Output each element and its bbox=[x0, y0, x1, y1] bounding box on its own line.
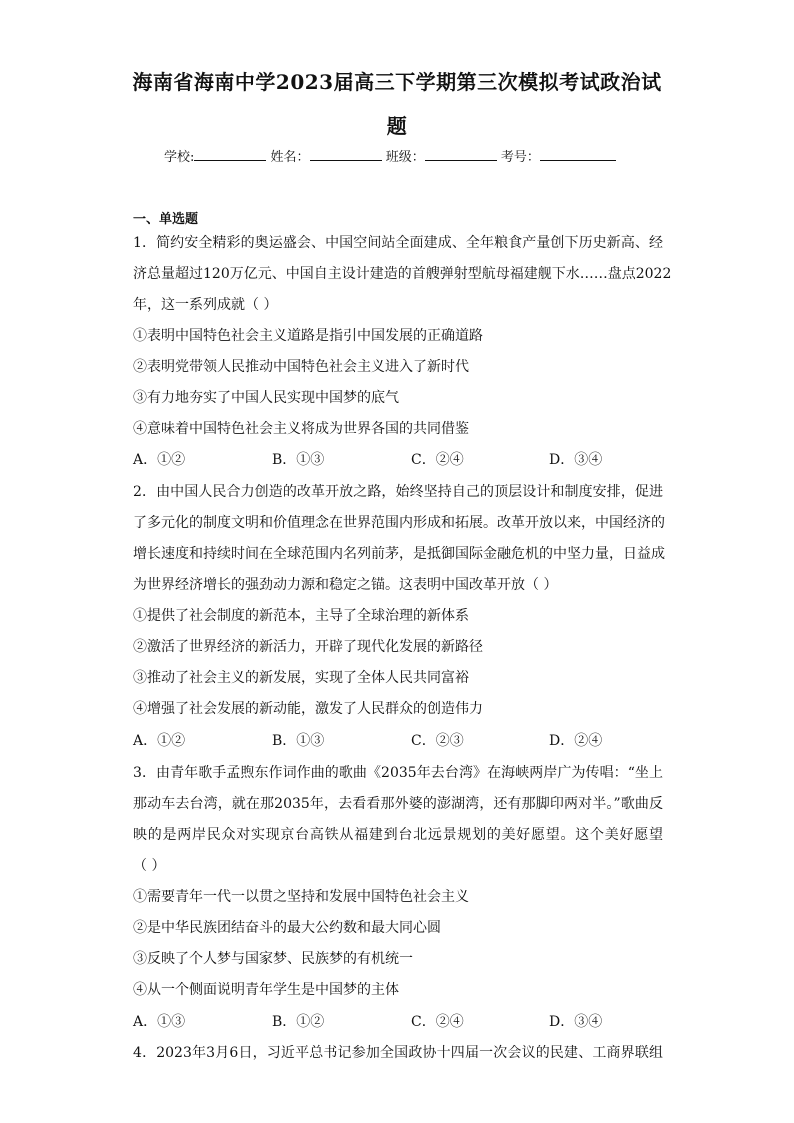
question-3-stem-line: 3．由青年歌手孟煦东作词作曲的歌曲《2035年去台湾》在海峡两岸广为传唱：“坐上 bbox=[133, 765, 663, 781]
question-2-stem-line: 为世界经济增长的强劲动力源和稳定之锚。这表明中国改革开放（ ） bbox=[133, 577, 558, 593]
question-2-stem-line: 2．由中国人民合力创造的改革开放之路，始终坚持自己的顶层设计和制度安排，促进 bbox=[133, 484, 663, 500]
option-d[interactable]: D．③④ bbox=[549, 452, 603, 468]
question-1-item: ④意味着中国特色社会主义将成为世界各国的共同借鉴 bbox=[133, 421, 469, 437]
question-3-stem-line: 那动车去台湾，就在那2035年，去看看那外婆的澎湖湾，还有那脚印两对半。”歌曲反 bbox=[133, 796, 663, 812]
question-2-stem-line: 了多元化的制度文明和价值理念在世界范围内形成和拓展。改革开放以来，中国经济的 bbox=[133, 515, 665, 531]
question-3-item: ①需要青年一代一以贯之坚持和发展中国特色社会主义 bbox=[133, 889, 469, 905]
question-1-item: ①表明中国特色社会主义道路是指引中国发展的正确道路 bbox=[133, 328, 483, 344]
option-d[interactable]: D．②④ bbox=[549, 733, 603, 749]
option-b[interactable]: B．①③ bbox=[272, 452, 325, 468]
question-2-item: ②激活了世界经济的新活力，开辟了现代化发展的新路径 bbox=[133, 639, 483, 655]
option-c[interactable]: C．②③ bbox=[411, 733, 464, 749]
school-blank[interactable] bbox=[194, 148, 266, 161]
option-c[interactable]: C．②④ bbox=[411, 452, 464, 468]
name-blank[interactable] bbox=[310, 148, 382, 161]
option-b[interactable]: B．①② bbox=[272, 1014, 325, 1030]
question-3-stem-line: 映的是两岸民众对实现京台高铁从福建到台北远景规划的美好愿望。这个美好愿望 bbox=[133, 827, 663, 843]
option-b[interactable]: B．①③ bbox=[272, 733, 325, 749]
question-2-item: ③推动了社会主义的新发展，实现了全体人民共同富裕 bbox=[133, 670, 469, 686]
question-1-stem-line: 年，这一系列成就（ ） bbox=[133, 297, 278, 313]
name-label: 姓名： bbox=[270, 150, 310, 165]
question-3-item: ③反映了个人梦与国家梦、民族梦的有机统一 bbox=[133, 951, 413, 967]
question-1-stem-line: 济总量超过120万亿元、中国自主设计建造的首艘弹射型航母福建舰下水……盘点2022 bbox=[133, 266, 672, 282]
section-title: 一、单选题 bbox=[133, 212, 199, 227]
number-blank[interactable] bbox=[540, 148, 616, 161]
student-info-line bbox=[164, 146, 644, 165]
number-label: 考号： bbox=[500, 150, 540, 165]
option-a[interactable]: A．①② bbox=[133, 733, 186, 749]
question-3-item: ②是中华民族团结奋斗的最大公约数和最大同心圆 bbox=[133, 920, 441, 936]
school-label: 学校: bbox=[164, 150, 195, 165]
question-3-item: ④从一个侧面说明青年学生是中国梦的主体 bbox=[133, 982, 399, 998]
exam-title-line2: 题 bbox=[386, 114, 408, 138]
option-a[interactable]: A．①② bbox=[133, 452, 186, 468]
exam-title-line1: 海南省海南中学2023届高三下学期第三次模拟考试政治试 bbox=[132, 70, 662, 94]
question-2-item: ①提供了社会制度的新范本，主导了全球治理的新体系 bbox=[133, 608, 469, 624]
question-3-stem-line: （ ） bbox=[133, 858, 166, 874]
question-4-stem-line: 4．2023年3月6日，习近平总书记参加全国政协十四届一次会议的民建、工商界联组 bbox=[133, 1045, 663, 1061]
question-2-stem-line: 增长速度和持续时间在全球范围内名列前茅，是抵御国际金融危机的中坚力量，日益成 bbox=[133, 546, 665, 562]
question-1-stem-line: 1．简约安全精彩的奥运盛会、中国空间站全面建成、全年粮食产量创下历史新高、经 bbox=[133, 235, 663, 251]
option-a[interactable]: A．①③ bbox=[133, 1014, 186, 1030]
option-c[interactable]: C．②④ bbox=[411, 1014, 464, 1030]
question-1-item: ②表明党带领人民推动中国特色社会主义进入了新时代 bbox=[133, 359, 469, 375]
option-d[interactable]: D．③④ bbox=[549, 1014, 603, 1030]
question-2-item: ④增强了社会发展的新动能，激发了人民群众的创造伟力 bbox=[133, 701, 483, 717]
class-label: 班级： bbox=[385, 150, 425, 165]
class-blank[interactable] bbox=[425, 148, 497, 161]
question-1-item: ③有力地夯实了中国人民实现中国梦的底气 bbox=[133, 390, 399, 406]
